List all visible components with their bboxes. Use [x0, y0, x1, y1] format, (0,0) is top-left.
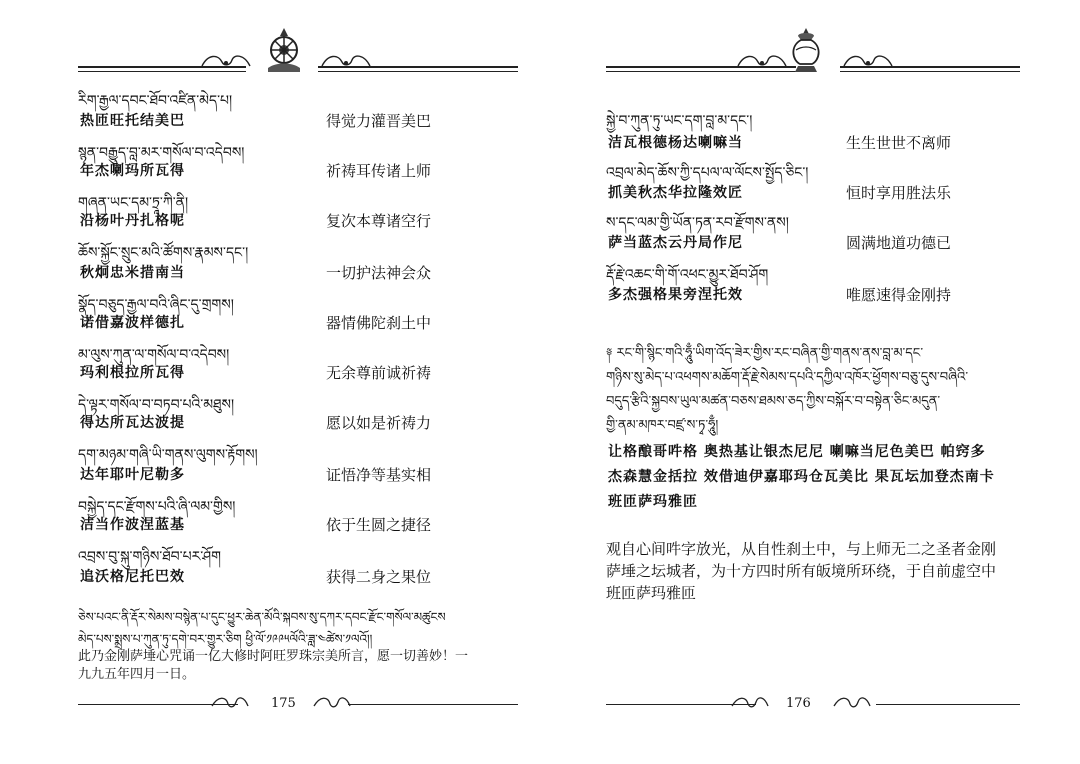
chinese-line: 祈祷耳传诸上师 — [326, 162, 432, 180]
footer-rule — [876, 704, 1020, 705]
mantra-transliteration: 让格酿哥吽格 奥热基让银杰尼尼 喇嘛当尼色美巴 帕窍多杰森慧金括拉 效借迪伊嘉耶玛仓瓦美比 果瓦坛加登杰南卡 班匝萨玛雅匝 — [608, 444, 995, 510]
transliteration-line: 洁当作波涅蓝基 — [80, 517, 185, 533]
page-number: 175 — [271, 696, 296, 711]
chinese-line: 器情佛陀刹土中 — [326, 314, 432, 332]
tibetan-line: དག་མཉམ་གཞི་ཡི་གནས་ལུགས་རྟོགས། — [78, 447, 258, 463]
chinese-line: 证悟净等基实相 — [326, 466, 432, 484]
transliteration-line: 年杰喇玛所瓦得 — [80, 163, 185, 179]
scroll-ornament-icon — [734, 50, 790, 72]
chinese-line: 圆满地道功德已 — [846, 234, 952, 252]
colophon-chinese: 此乃金刚萨埵心咒诵一亿大修时阿旺罗珠宗美所言，愿一切善妙！一九九五年四月一日。 — [78, 649, 469, 682]
transliteration-line: 追沃格尼托巴效 — [80, 569, 185, 585]
tibetan-line: སྐྱེ་བ་ཀུན་ཏུ་ཡང་དག་བླ་མ་དང་། — [606, 113, 753, 129]
mantra-tibetan-line: གྱི་ནམ་མཁར་བཛྲ་ས་ཏྭ་ཧཱུྃ། — [606, 418, 719, 433]
page-number: 176 — [786, 696, 811, 711]
transliteration-line: 多杰强格果旁涅托效 — [608, 287, 743, 303]
transliteration-line: 诺借嘉波样德扎 — [80, 315, 185, 331]
chinese-line: 唯愿速得金刚持 — [846, 286, 952, 304]
mantra-tibetan-line: ༈ རང་གི་སྙིང་གའི་ཧཱུྃ་ཡིག་འོད་ཟེར་གྱིས་རང་བཞིན་གྱི་གནས་ནས་བླ་མ་དང་ — [606, 346, 924, 361]
tibetan-line: གཞན་ཡང་དམ་ཏྲཱ་ཀི་ནི། — [78, 195, 189, 211]
colophon-tibetan-line: ཅེས་པའང་ནི་རྡོར་སེམས་བསྙེན་པ་དུང་ཕྱུར་ཆེན་མོའི་སྐབས་སུ་དཀར་དབང་རྫོང་གསོལ་མཚུངས — [78, 610, 446, 624]
transliteration-line: 抓美秋杰华拉隆效匠 — [608, 185, 743, 201]
chinese-line: 获得二身之果位 — [326, 568, 432, 586]
scroll-ornament-icon — [730, 694, 770, 712]
chinese-line: 依于生圆之捷径 — [326, 516, 432, 534]
footer-rule — [348, 704, 518, 705]
scroll-ornament-icon — [312, 694, 352, 712]
chinese-line: 一切护法神会众 — [326, 264, 432, 282]
treasure-vase-icon — [784, 26, 828, 74]
tibetan-line: དེ་ལྟར་གསོལ་བ་བཏབ་པའི་མཐུས། — [78, 397, 235, 413]
tibetan-line: འབྲས་བུ་སྐུ་གཉིས་ཐོབ་པར་ཤོག — [78, 549, 221, 565]
tibetan-line: རིག་རྒྱལ་དབང་ཐོབ་འཛིན་མེད་པ། — [78, 93, 233, 109]
right-page — [540, 0, 1080, 764]
tibetan-line: མ་ལུས་ཀུན་ལ་གསོལ་བ་འདེབས། — [78, 347, 230, 363]
chinese-line: 愿以如是祈祷力 — [326, 414, 432, 432]
tibetan-line: རྡོ་རྗེ་འཆང་གི་གོ་འཕང་མྱུར་ཐོབ་ཤོག — [606, 267, 769, 283]
scroll-ornament-icon — [198, 50, 254, 72]
tibetan-line: ས་དང་ལམ་གྱི་ཡོན་ཏན་རབ་རྫོགས་ནས། — [606, 215, 789, 231]
transliteration-line: 秋炯忠米措南当 — [80, 265, 185, 281]
tibetan-line: འབྲལ་མེད་ཆོས་ཀྱི་དཔལ་ལ་ལོངས་སྤྱོད་ཅིང་། — [606, 165, 809, 181]
transliteration-line: 热匝旺托结美巴 — [80, 113, 185, 129]
mantra-tibetan-line: བདུད་རྩིའི་སྐྱབས་ཡུལ་མཚན་བཅས་ཐམས་ཅད་ཀྱིས་བསྐོར་བ་བསྟེན་ཅིང་མདུན་ — [606, 394, 941, 409]
tibetan-line: སྣོད་བཅུད་རྒྱལ་བའི་ཞིང་དུ་གྲགས། — [78, 297, 234, 313]
chinese-line: 无余尊前诚祈祷 — [326, 364, 432, 382]
scroll-ornament-icon — [318, 50, 374, 72]
dharma-wheel-icon — [262, 26, 306, 74]
transliteration-line: 沿杨叶丹扎格呢 — [80, 213, 185, 229]
mantra-tibetan-line: གཉིས་སུ་མེད་པ་འཕགས་མཆོག་རྡོ་རྗེ་སེམས་དཔའི་དཀྱིལ་འཁོར་ཕྱོགས་བཅུ་དུས་བཞིའི་ — [606, 370, 969, 385]
tibetan-line: སྙན་བརྒྱུད་བླ་མར་གསོལ་བ་འདེབས། — [78, 145, 245, 161]
transliteration-line: 玛利根拉所瓦得 — [80, 365, 185, 381]
scroll-ornament-icon — [840, 50, 896, 72]
transliteration-line: 洁瓦根德杨达喇嘛当 — [608, 135, 743, 151]
transliteration-line: 得达所瓦达波提 — [80, 415, 185, 431]
tibetan-line: བསྐྱེད་དང་རྫོགས་པའི་ཞི་ལམ་གྱིས། — [78, 499, 236, 515]
transliteration-line: 萨当蓝杰云丹局作尼 — [608, 235, 743, 251]
scroll-ornament-icon — [832, 694, 872, 712]
colophon-tibetan-line: མེད་པས་སྨྲས་པ་ཀུན་ཏུ་དགེ་བར་གྱུར་ཅིག ཕྱི་ལོ་༡༩༩༥ལོའི་ཟླ་༤ཚེས་༡ལའོ།། — [78, 632, 373, 646]
transliteration-line: 达年耶叶尼勒多 — [80, 467, 185, 483]
scroll-ornament-icon — [210, 694, 250, 712]
chinese-line: 复次本尊诸空行 — [326, 212, 432, 230]
chinese-line: 生生世世不离师 — [846, 134, 952, 152]
chinese-line: 恒时享用胜法乐 — [846, 184, 952, 202]
chinese-line: 得觉力灌晋美巴 — [326, 112, 432, 130]
mantra-chinese: 观自心间吽字放光，从自性刹土中，与上师无二之圣者金刚萨埵之坛城者，为十方四时所有皈境所环绕，于自前虚空中 班匝萨玛雅匝 — [606, 540, 997, 602]
tibetan-line: ཆོས་སྐྱོང་སྲུང་མའི་ཚོགས་རྣམས་དང་། — [78, 245, 249, 261]
